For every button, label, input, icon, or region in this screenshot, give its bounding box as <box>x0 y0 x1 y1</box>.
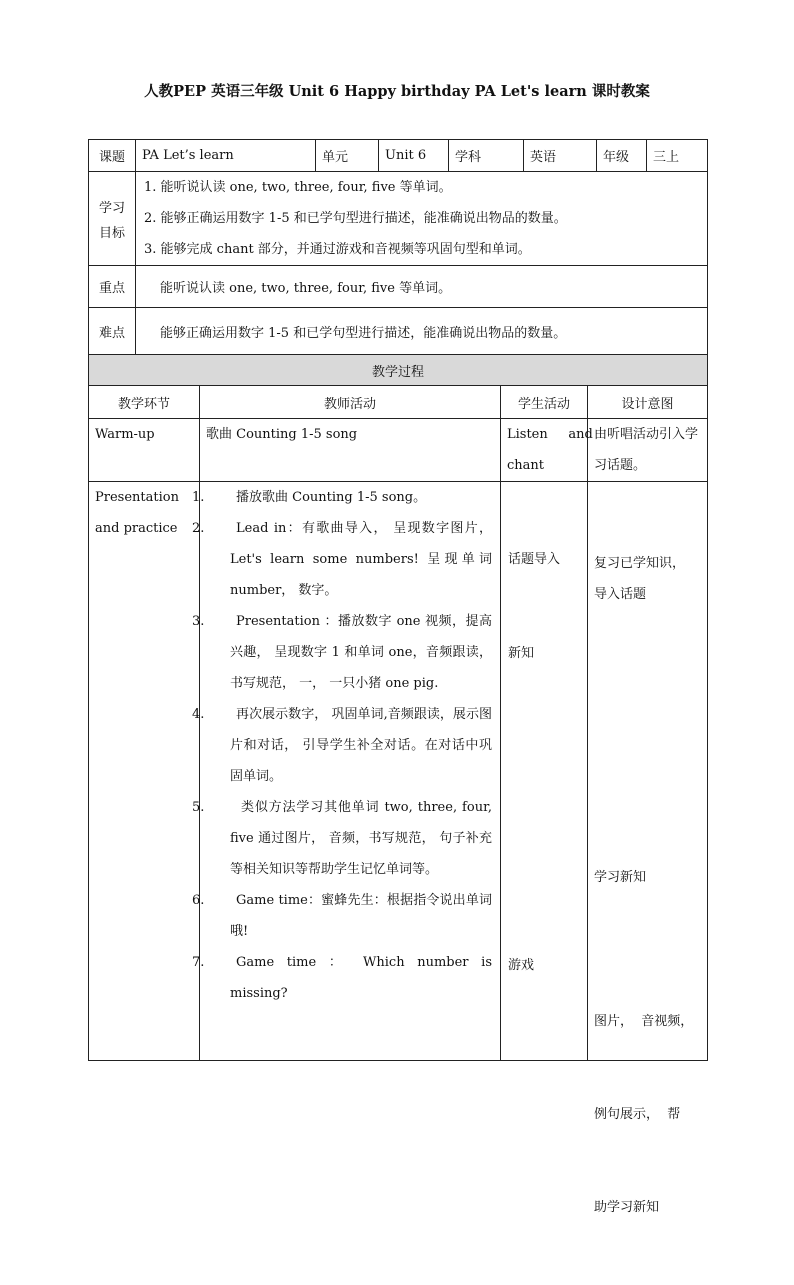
presentation-stage <box>89 482 200 1061</box>
intent-media <box>594 944 693 1285</box>
teacher-step: 3. Presentation ：播放数字 one 视频，提高兴趣， 呈现数字 1 和单词 one，音频跟读， 书写规范， 一， 一只小猪 one pig. <box>192 614 492 691</box>
teacher-step: 1. 播放歌曲 Counting 1-5 song。 <box>192 490 427 505</box>
lesson-info-table <box>88 139 708 355</box>
process-heading: 教学过程 <box>89 355 708 386</box>
student-activity-game: 游戏 <box>508 958 535 973</box>
difficult-point-label: 难点 <box>89 308 136 355</box>
intent-media-line2: 例句展示， 帮 <box>594 1107 681 1122</box>
warmup-student-activity <box>501 419 593 482</box>
grade-value: 三上 <box>647 140 708 172</box>
presentation-stage-line1: Presentation <box>95 490 179 505</box>
header-student-activity: 学生活动 <box>501 386 588 419</box>
unit-value: Unit 6 <box>379 140 449 172</box>
intent-media-line1: 图片， 音视频， <box>594 1014 694 1029</box>
header-design-intent: 设计意图 <box>588 386 708 419</box>
teacher-step: 2. Lead in：有歌曲导入， 呈现数字图片， Let's learn some numbers! 呈现单词 number， 数字。 <box>192 521 492 598</box>
objective-item: 2. 能够正确运用数字 1-5 和已学句型进行描述，能准确说出物品的数量。 <box>144 211 567 226</box>
presentation-stage-line2: and practice <box>95 521 178 536</box>
teacher-steps-list <box>192 482 500 1009</box>
unit-label: 单元 <box>316 140 379 172</box>
document-title: 人教PEP 英语三年级 Unit 6 Happy birthday PA Let's learn 课时教案 <box>144 83 650 100</box>
warmup-design-intent: 由听唱活动引入学习话题。 <box>588 419 708 482</box>
teacher-step: 5. 类似方法学习其他单词 two, three, four, five 通过图片， 音频，书写规范， 句子补充等相关知识等帮助学生记忆单词等。 <box>192 800 492 877</box>
teacher-step: 6. Game time：蜜蜂先生：根据指令说出单词哦! <box>192 893 492 939</box>
subject-label: 学科 <box>449 140 524 172</box>
presentation-design-intent <box>588 482 708 1215</box>
key-point-text: 能听说认读 one, two, three, four, five 等单词。 <box>136 266 708 308</box>
intent-review-line2: 导入话题 <box>594 587 647 602</box>
grade-label: 年级 <box>597 140 647 172</box>
objective-item: 1. 能听说认读 one, two, three, four, five 等单词。 <box>144 180 452 195</box>
topic-label: 课题 <box>89 140 136 172</box>
objectives-list <box>136 172 708 266</box>
warmup-teacher-activity: 歌曲 Counting 1-5 song <box>200 419 501 482</box>
intent-learn-new: 学习新知 <box>594 870 647 885</box>
subject-value: 英语 <box>524 140 597 172</box>
objectives-label-line1: 学习 <box>98 200 125 216</box>
warmup-student-line1: Listen and <box>507 427 593 442</box>
header-stage: 教学环节 <box>89 386 200 419</box>
intent-review-line1: 复习已学知识， <box>594 556 686 571</box>
presentation-student-activity <box>501 482 588 1061</box>
warmup-student-line2: chant <box>507 458 545 473</box>
teacher-step: 4. 再次展示数字， 巩固单词,音频跟读，展示图片和对话， 引导学生补全对话。在对话中巩固单词。 <box>192 707 492 784</box>
student-activity-topic-intro: 话题导入 <box>508 552 561 567</box>
difficult-point-text: 能够正确运用数字 1-5 和已学句型进行描述，能准确说出物品的数量。 <box>136 308 708 355</box>
presentation-teacher-activity <box>192 482 501 1061</box>
intent-review <box>594 548 685 610</box>
intent-media-line3: 助学习新知 <box>594 1200 660 1215</box>
student-activity-new-knowledge: 新知 <box>508 646 535 661</box>
header-teacher-activity: 教师活动 <box>200 386 501 419</box>
objectives-label <box>89 172 136 266</box>
topic-value: PA Let’s learn <box>136 140 316 172</box>
objectives-label-line2: 目标 <box>98 225 125 241</box>
teacher-step: 7. Game time ： Which number is missing? <box>192 955 492 1001</box>
key-point-label: 重点 <box>89 266 136 308</box>
teaching-process-table <box>88 354 708 1215</box>
warmup-stage: Warm-up <box>89 419 200 482</box>
objective-item: 3. 能够完成 chant 部分，并通过游戏和音视频等巩固句型和单词。 <box>144 242 531 257</box>
